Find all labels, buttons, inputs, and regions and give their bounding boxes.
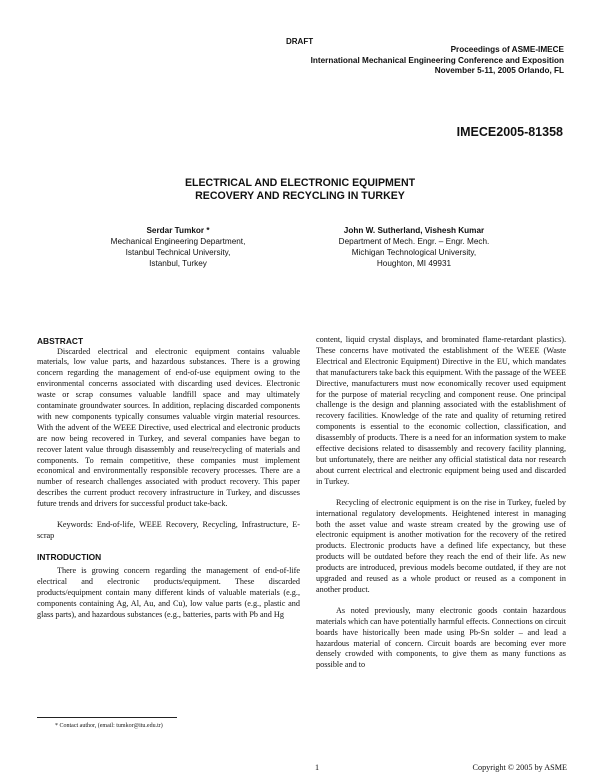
draft-label: DRAFT bbox=[286, 37, 314, 46]
right-column bbox=[316, 335, 566, 671]
proceedings-line-2: International Mechanical Engineering Conference and Exposition bbox=[310, 55, 564, 65]
author-affiliation-line: Department of Mech. Engr. – Engr. Mech. bbox=[338, 237, 490, 246]
copyright: Copyright © 2005 by ASME bbox=[472, 763, 567, 772]
paper-title bbox=[0, 177, 600, 202]
introduction-heading: INTRODUCTION bbox=[37, 551, 102, 562]
author-affiliation-line: Istanbul, Turkey bbox=[149, 259, 207, 268]
author-name: Serdar Tumkor * bbox=[146, 226, 210, 235]
paper-id: IMECE2005-81358 bbox=[456, 125, 563, 139]
body-paragraph: As noted previously, many electronic goods contain hazardous materials which can have potentially harmful effects. Connections on circuit boards have historically been made using Pb-Sn solder – and lead a hazardous material of concern. Circuit boards are becoming ever more densely crowded with components, to give them as many functions as possible and to bbox=[316, 605, 566, 670]
proceedings-info bbox=[311, 45, 564, 77]
author-affiliation-line: Michigan Technological University, bbox=[351, 248, 477, 257]
abstract-text: Discarded electrical and electronic equipment contains valuable materials, low value parts, and hazardous substances. There is a growing concern regarding the management of end-of-use equipment owing to the environmental concerns associated with discarding used devices. Electronic waste or scrap consumes valuable landfill space and may ultimately contaminate groundwater sources. In addition, replacing discarded components with new components typically consumes valuable virgin material resources. With the advent of the WEEE Directive, used electrical and electronic products are now being recovered in Turkey, and several companies have began to recover latent value through disassembly and reuse/recycling of materials and components. To remain competitive, these companies must implement economical and environmentally responsible recovery processes. There are a number of research challenges associated with product recovery. This paper describes the current product recovery infrastructure in Turkey, and discusses future trends and drivers for successful product take-back. bbox=[37, 346, 300, 509]
footnote-rule bbox=[37, 717, 177, 718]
footnote: * Contact author, (email: tumkor@itu.edu.tr) bbox=[55, 723, 163, 729]
abstract-heading: ABSTRACT bbox=[37, 336, 84, 346]
author-block-2 bbox=[305, 225, 523, 269]
left-column bbox=[37, 336, 300, 621]
author-affiliation-line: Houghton, MI 49931 bbox=[376, 259, 452, 268]
title-line-1: ELECTRICAL AND ELECTRONIC EQUIPMENT bbox=[184, 177, 416, 189]
author-affiliation-line: Mechanical Engineering Department, bbox=[110, 237, 246, 246]
author-block-1 bbox=[78, 225, 278, 269]
body-paragraph: content, liquid crystal displays, and brominated flame-retardant plastics). These concerns have motivated the establishment of the WEEE (Waste Electrical and Electronic Equipment) Directive in the EU, which mandates that manufacturers take back this equipment. With the passage of the WEEE Directive, manufacturers must now economically recover used equipment for the purpose of material recycling and component reuse. One principal challenge is the design and planning associated with the establishment of recovery facilities. Knowledge of the rate and quality of returning retired components is essential to the economic collection, classification, and disassembly of products. There is a need for an information system to make effective decisions related to disassembly and recovery facility planning, but unfortunately, there are neither any official statistical data nor research about current electrical and electronic equipment being used and discarded in Turkey. bbox=[316, 335, 566, 486]
author-affiliation-line: Istanbul Technical University, bbox=[125, 248, 231, 257]
author-name: John W. Sutherland, Vishesh Kumar bbox=[343, 226, 485, 235]
proceedings-line-1: Proceedings of ASME-IMECE bbox=[450, 45, 564, 54]
title-line-2: RECOVERY AND RECYCLING IN TURKEY bbox=[195, 189, 405, 202]
page-number: 1 bbox=[315, 763, 320, 772]
keywords: Keywords: End-of-life, WEEE Recovery, Recycling, Infrastructure, E-scrap bbox=[37, 520, 300, 540]
body-paragraph: Recycling of electronic equipment is on the rise in Turkey, fueled by international regulatory developments. Heightened interest in managing both the asset value and waste stream created by the growing use of electronic equipment is another motivation for the recovery of the retired products. Electronic products have a defined life expectancy, but these products will be outdated before they reach the end of their life. As new products are introduced, previous models become outdated, if they are not upgraded and reused as a whole product or reused as a component in another product. bbox=[316, 497, 566, 594]
introduction-text: There is growing concern regarding the management of end-of-life electrical and electronic products/equipment. These discarded products/equipment contain many different kinds of valuable materials (e.g., components containing Ag, Al, Au, and Cu), low value parts (e.g., plastic and glass parts), and hazardous substances (e.g., batteries, parts with Pb and Hg bbox=[37, 566, 300, 620]
proceedings-line-3: November 5-11, 2005 Orlando, FL bbox=[434, 66, 564, 76]
